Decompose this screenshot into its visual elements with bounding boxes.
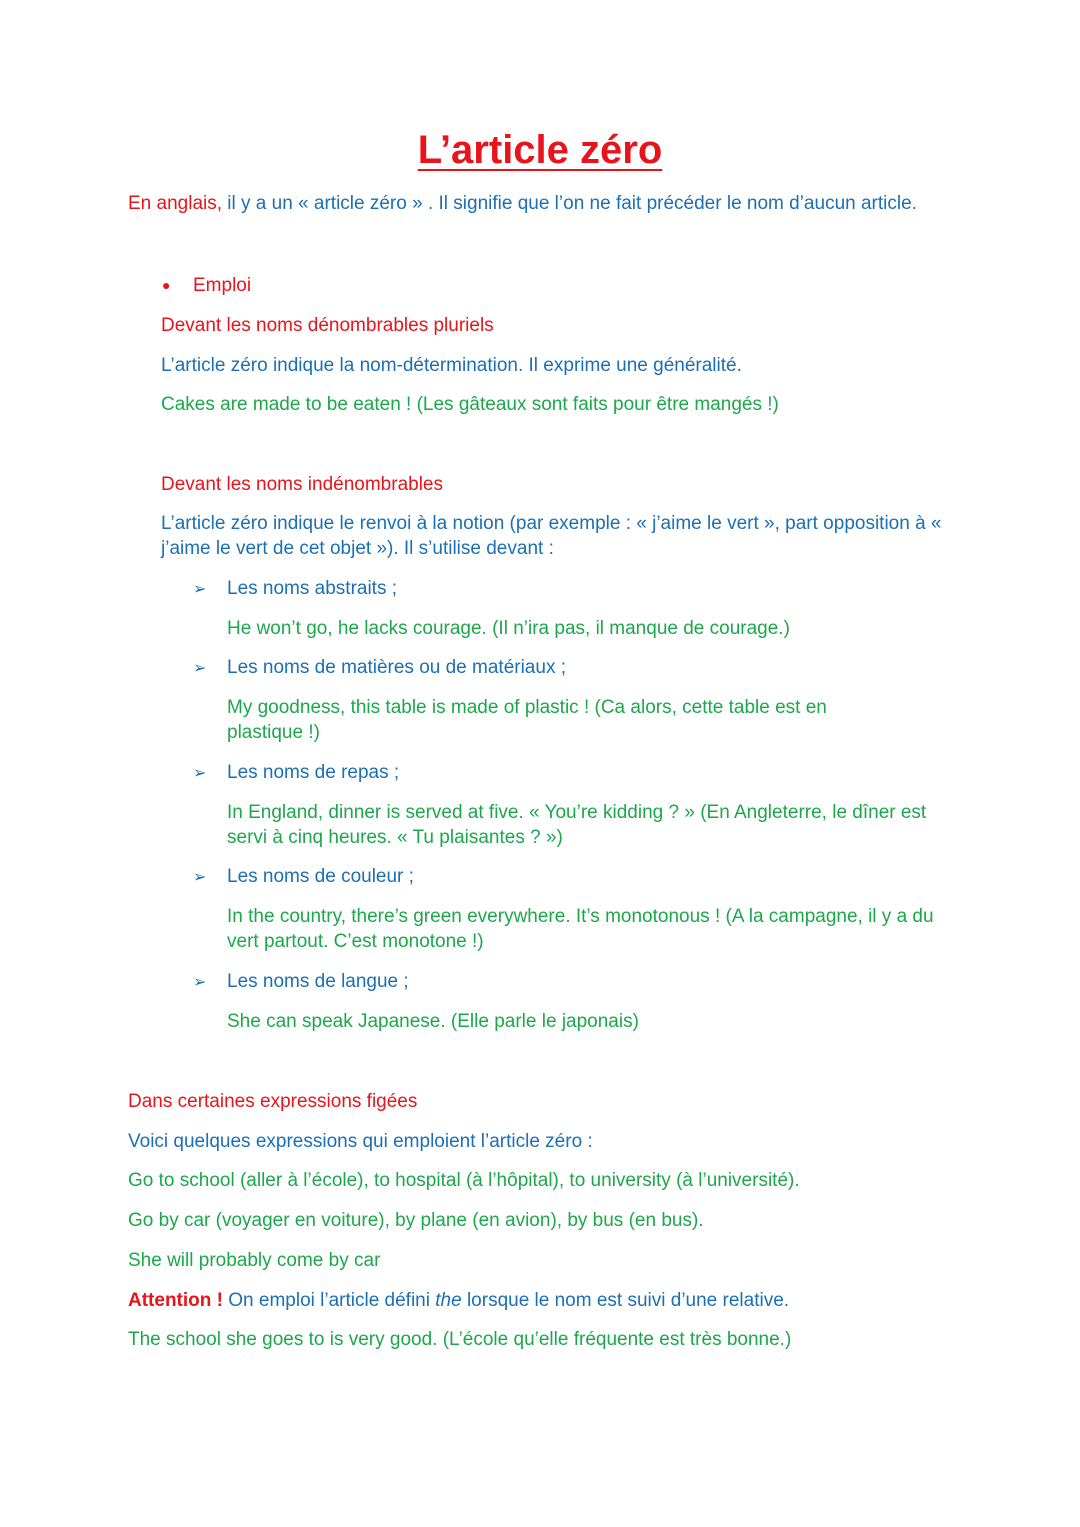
- list-item-label: Les noms de couleur ;: [227, 866, 414, 887]
- section1-heading: Devant les noms dénombrables pluriels: [161, 315, 494, 336]
- list-item-example: In England, dinner is served at five. « You’re kidding ? » (En Angleterre, le dîner est servi à cinq heures. « Tu plaisantes ? »): [227, 802, 927, 848]
- expressions-heading: Dans certaines expressions figées: [128, 1091, 418, 1112]
- intro-rest: il y a un « article zéro » . Il signifie que l’on ne fait précéder le nom d’aucun article.: [222, 193, 917, 214]
- list-item-example: My goodness, this table is made of plastic ! (Ca alors, cette table est en plastique !): [227, 697, 827, 743]
- list-item-example: In the country, there’s green everywhere. It’s monotonous ! (A la campagne, il y a du vert partout. C’est monotone !): [227, 906, 934, 952]
- arrow-bullet-icon: ➢: [193, 660, 207, 677]
- list-item-label: Les noms de repas ;: [227, 762, 400, 783]
- attention-note: [128, 1288, 968, 1313]
- arrow-bullet-icon: ➢: [193, 581, 207, 598]
- intro-paragraph: [128, 191, 968, 216]
- section1-explanation: L’article zéro indique la nom-détermination. Il exprime une généralité.: [161, 355, 742, 376]
- list-item-example: She can speak Japanese. (Elle parle le japonais): [227, 1011, 639, 1032]
- list-item-example: He won’t go, he lacks courage. (Il n’ira pas, il manque de courage.): [227, 618, 790, 639]
- section1-example: Cakes are made to be eaten ! (Les gâteaux sont faits pour être mangés !): [161, 394, 779, 415]
- attention-text-before: On emploi l’article défini: [222, 1290, 436, 1311]
- expressions-intro: Voici quelques expressions qui emploient l’article zéro :: [128, 1131, 593, 1152]
- arrow-bullet-icon: ➢: [193, 974, 207, 991]
- expressions-example-2: Go by car (voyager en voiture), by plane (en avion), by bus (en bus).: [128, 1210, 704, 1231]
- attention-text-after: lorsque le nom est suivi d’une relative.: [461, 1290, 790, 1311]
- attention-label: Attention !: [128, 1290, 223, 1311]
- expressions-example-3: She will probably come by car: [128, 1250, 381, 1271]
- section2-heading: Devant les noms indénombrables: [161, 474, 443, 495]
- section2-explanation: L’article zéro indique le renvoi à la notion (par exemple : « j’aime le vert », part opposition à « j’aime le vert de cet objet »). Il s’utilise devant :: [161, 513, 942, 559]
- attention-keyword: the: [435, 1290, 462, 1311]
- page-title: L’article zéro: [417, 128, 663, 172]
- intro-lead: En anglais,: [128, 193, 223, 214]
- arrow-bullet-icon: ➢: [193, 869, 207, 886]
- list-item-label: Les noms de langue ;: [227, 971, 409, 992]
- expressions-example-1: Go to school (aller à l’école), to hospital (à l’hôpital), to university (à l’université).: [128, 1170, 800, 1191]
- bullet-dot-icon: ●: [162, 277, 171, 293]
- emploi-bullet-label: Emploi: [193, 275, 252, 296]
- list-item-label: Les noms abstraits ;: [227, 578, 398, 599]
- list-item-label: Les noms de matières ou de matériaux ;: [227, 657, 567, 678]
- final-example: The school she goes to is very good. (L’école qu’elle fréquente est très bonne.): [128, 1329, 792, 1350]
- arrow-bullet-icon: ➢: [193, 765, 207, 782]
